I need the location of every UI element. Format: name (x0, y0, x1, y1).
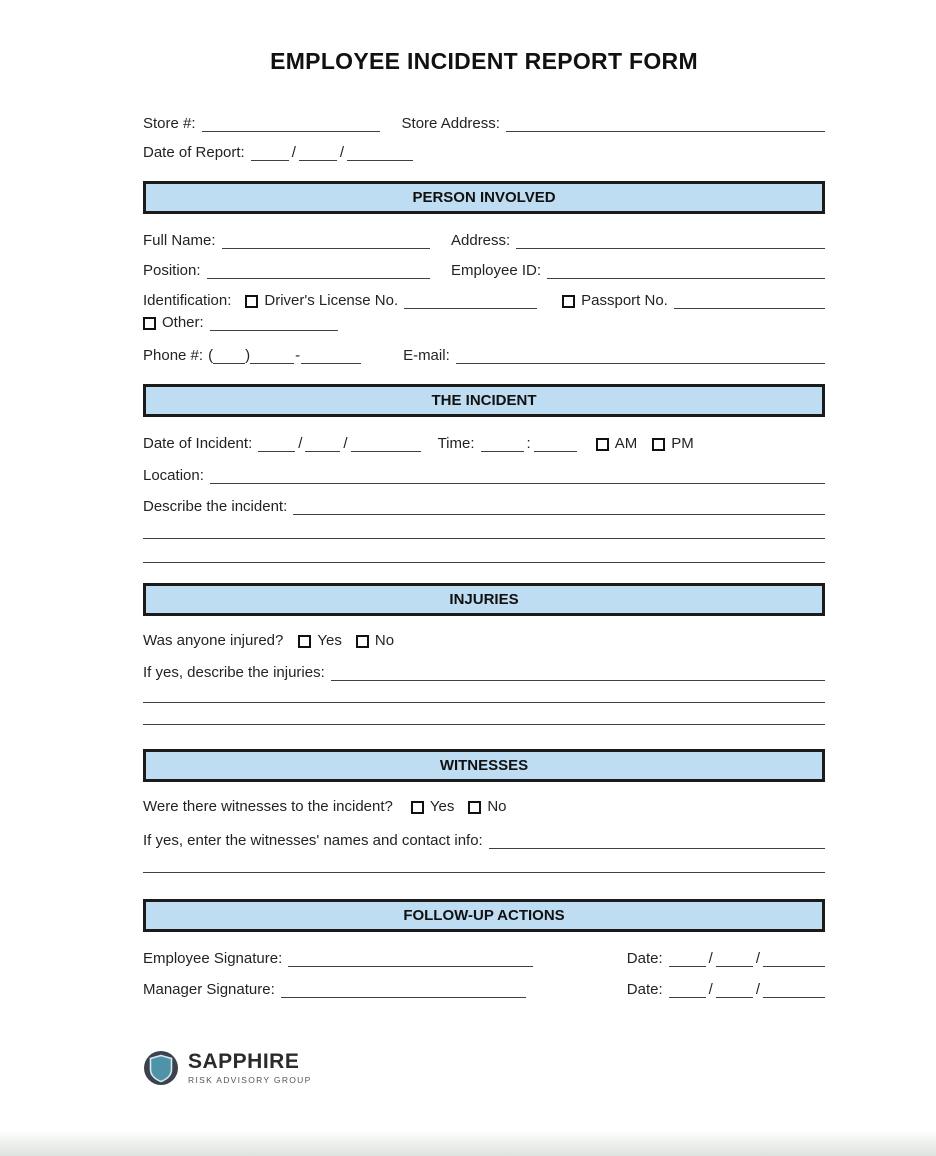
describe-incident-line-2[interactable] (143, 515, 825, 539)
describe-incident-blank[interactable] (293, 501, 825, 515)
page-bottom-shadow (0, 1130, 936, 1156)
injured-question-label: Was anyone injured? (143, 632, 284, 649)
email-label: E-mail: (403, 347, 450, 364)
date-separator: / (298, 435, 303, 452)
location-blank[interactable] (210, 470, 825, 484)
full-name-row (143, 232, 825, 249)
store-address-blank[interactable] (506, 118, 825, 132)
other-blank[interactable] (210, 317, 338, 331)
date-separator: / (343, 435, 348, 452)
phone-paren-open: ( (208, 347, 214, 364)
full-name-blank[interactable] (222, 235, 430, 249)
employee-date-label: Date: (626, 950, 663, 967)
checkbox-injured-yes[interactable] (298, 635, 311, 648)
position-blank[interactable] (207, 265, 430, 279)
other-label: Other: (162, 314, 204, 331)
incident-month-blank[interactable] (258, 438, 295, 452)
date-separator: / (339, 144, 345, 161)
describe-injuries-row (143, 664, 825, 681)
email-blank[interactable] (456, 350, 825, 364)
pm-label: PM (671, 435, 694, 452)
location-row (143, 467, 825, 484)
date-separator: / (291, 144, 296, 161)
section-header-person-involved: PERSON INVOLVED (143, 181, 825, 214)
logo-name: SAPPHIRE (188, 1049, 300, 1073)
phone-label: Phone #: (143, 347, 204, 364)
section-header-injuries: INJURIES (143, 583, 825, 616)
witnesses-question-label: Were there witnesses to the incident? (143, 798, 393, 815)
date-separator: / (708, 981, 713, 998)
phone-paren-close: ) (245, 347, 251, 364)
logo-tagline: RISK ADVISORY GROUP (188, 1074, 312, 1085)
identification-row (143, 292, 825, 309)
witnesses-info-row (143, 832, 825, 849)
address-blank[interactable] (516, 235, 825, 249)
passport-blank[interactable] (674, 295, 825, 309)
full-name-label: Full Name: (143, 232, 216, 249)
time-minute-blank[interactable] (534, 438, 577, 452)
page-title: EMPLOYEE INCIDENT REPORT FORM (270, 48, 698, 74)
manager-signature-blank[interactable] (281, 984, 526, 998)
phone-line-blank[interactable] (301, 350, 361, 364)
witnesses-no-label: No (487, 798, 507, 815)
manager-signature-label: Manager Signature: (143, 981, 275, 998)
employee-id-blank[interactable] (547, 265, 825, 279)
describe-incident-label: Describe the incident: (143, 498, 288, 515)
incident-day-blank[interactable] (305, 438, 340, 452)
drivers-license-label: Driver's License No. (264, 292, 399, 309)
checkbox-injured-no[interactable] (356, 635, 369, 648)
position-label: Position: (143, 262, 201, 279)
report-month-blank[interactable] (251, 147, 289, 161)
identification-label: Identification: (143, 292, 232, 309)
passport-label: Passport No. (581, 292, 668, 309)
date-of-report-row (143, 144, 825, 161)
drivers-license-blank[interactable] (404, 295, 537, 309)
incident-date-time-row (143, 435, 825, 452)
section-header-follow-up-actions: FOLLOW-UP ACTIONS (143, 899, 825, 932)
manager-signature-row (143, 981, 825, 998)
describe-incident-line-3[interactable] (143, 539, 825, 563)
witnesses-info-label: If yes, enter the witnesses' names and contact info: (143, 832, 483, 849)
time-hour-blank[interactable] (481, 438, 524, 452)
time-label: Time: (437, 435, 475, 452)
date-of-report-label: Date of Report: (143, 144, 245, 161)
checkbox-passport[interactable] (562, 295, 575, 308)
describe-injuries-line-3[interactable] (143, 703, 825, 725)
manager-date-label: Date: (626, 981, 663, 998)
store-row (143, 115, 825, 132)
describe-injuries-blank[interactable] (331, 667, 825, 681)
section-header-the-incident: THE INCIDENT (143, 384, 825, 417)
section-header-witnesses: WITNESSES (143, 749, 825, 782)
injured-yes-label: Yes (317, 632, 342, 649)
store-number-label: Store #: (143, 115, 196, 132)
company-logo (143, 1050, 825, 1086)
store-number-blank[interactable] (202, 118, 380, 132)
describe-injuries-line-2[interactable] (143, 681, 825, 703)
manager-date-month-blank[interactable] (669, 984, 706, 998)
employee-signature-row (143, 950, 825, 967)
employee-date-year-blank[interactable] (763, 953, 825, 967)
time-colon: : (526, 435, 531, 452)
witnesses-info-line-2[interactable] (143, 849, 825, 873)
am-label: AM (614, 435, 638, 452)
sapphire-shield-icon (143, 1050, 179, 1086)
phone-area-blank[interactable] (213, 350, 245, 364)
employee-date-day-blank[interactable] (716, 953, 753, 967)
checkbox-pm[interactable] (652, 438, 665, 451)
witnesses-info-blank[interactable] (489, 835, 825, 849)
checkbox-witnesses-no[interactable] (468, 801, 481, 814)
phone-email-row (143, 347, 825, 364)
report-day-blank[interactable] (299, 147, 337, 161)
witnesses-question-row (143, 798, 825, 815)
date-separator: / (755, 981, 760, 998)
report-year-blank[interactable] (347, 147, 413, 161)
injured-question-row (143, 632, 825, 649)
employee-signature-label: Employee Signature: (143, 950, 283, 967)
employee-id-label: Employee ID: (451, 262, 542, 279)
position-row (143, 262, 825, 279)
injured-no-label: No (374, 632, 395, 649)
employee-signature-blank[interactable] (288, 953, 533, 967)
witnesses-yes-label: Yes (429, 798, 455, 815)
checkbox-other[interactable] (143, 317, 156, 330)
incident-year-blank[interactable] (351, 438, 421, 452)
date-separator: / (708, 950, 713, 967)
checkbox-witnesses-yes[interactable] (411, 801, 424, 814)
date-of-incident-label: Date of Incident: (143, 435, 253, 452)
checkbox-drivers-license[interactable] (245, 295, 258, 308)
describe-injuries-label: If yes, describe the injuries: (143, 664, 325, 681)
phone-dash: - (295, 347, 301, 364)
other-id-row (143, 314, 825, 331)
describe-incident-row (143, 498, 825, 515)
store-address-label: Store Address: (401, 115, 500, 132)
checkbox-am[interactable] (596, 438, 609, 451)
manager-date-year-blank[interactable] (763, 984, 825, 998)
date-separator: / (755, 950, 760, 967)
address-label: Address: (451, 232, 511, 249)
manager-date-day-blank[interactable] (716, 984, 753, 998)
location-label: Location: (143, 467, 204, 484)
phone-prefix-blank[interactable] (250, 350, 294, 364)
employee-date-month-blank[interactable] (669, 953, 706, 967)
